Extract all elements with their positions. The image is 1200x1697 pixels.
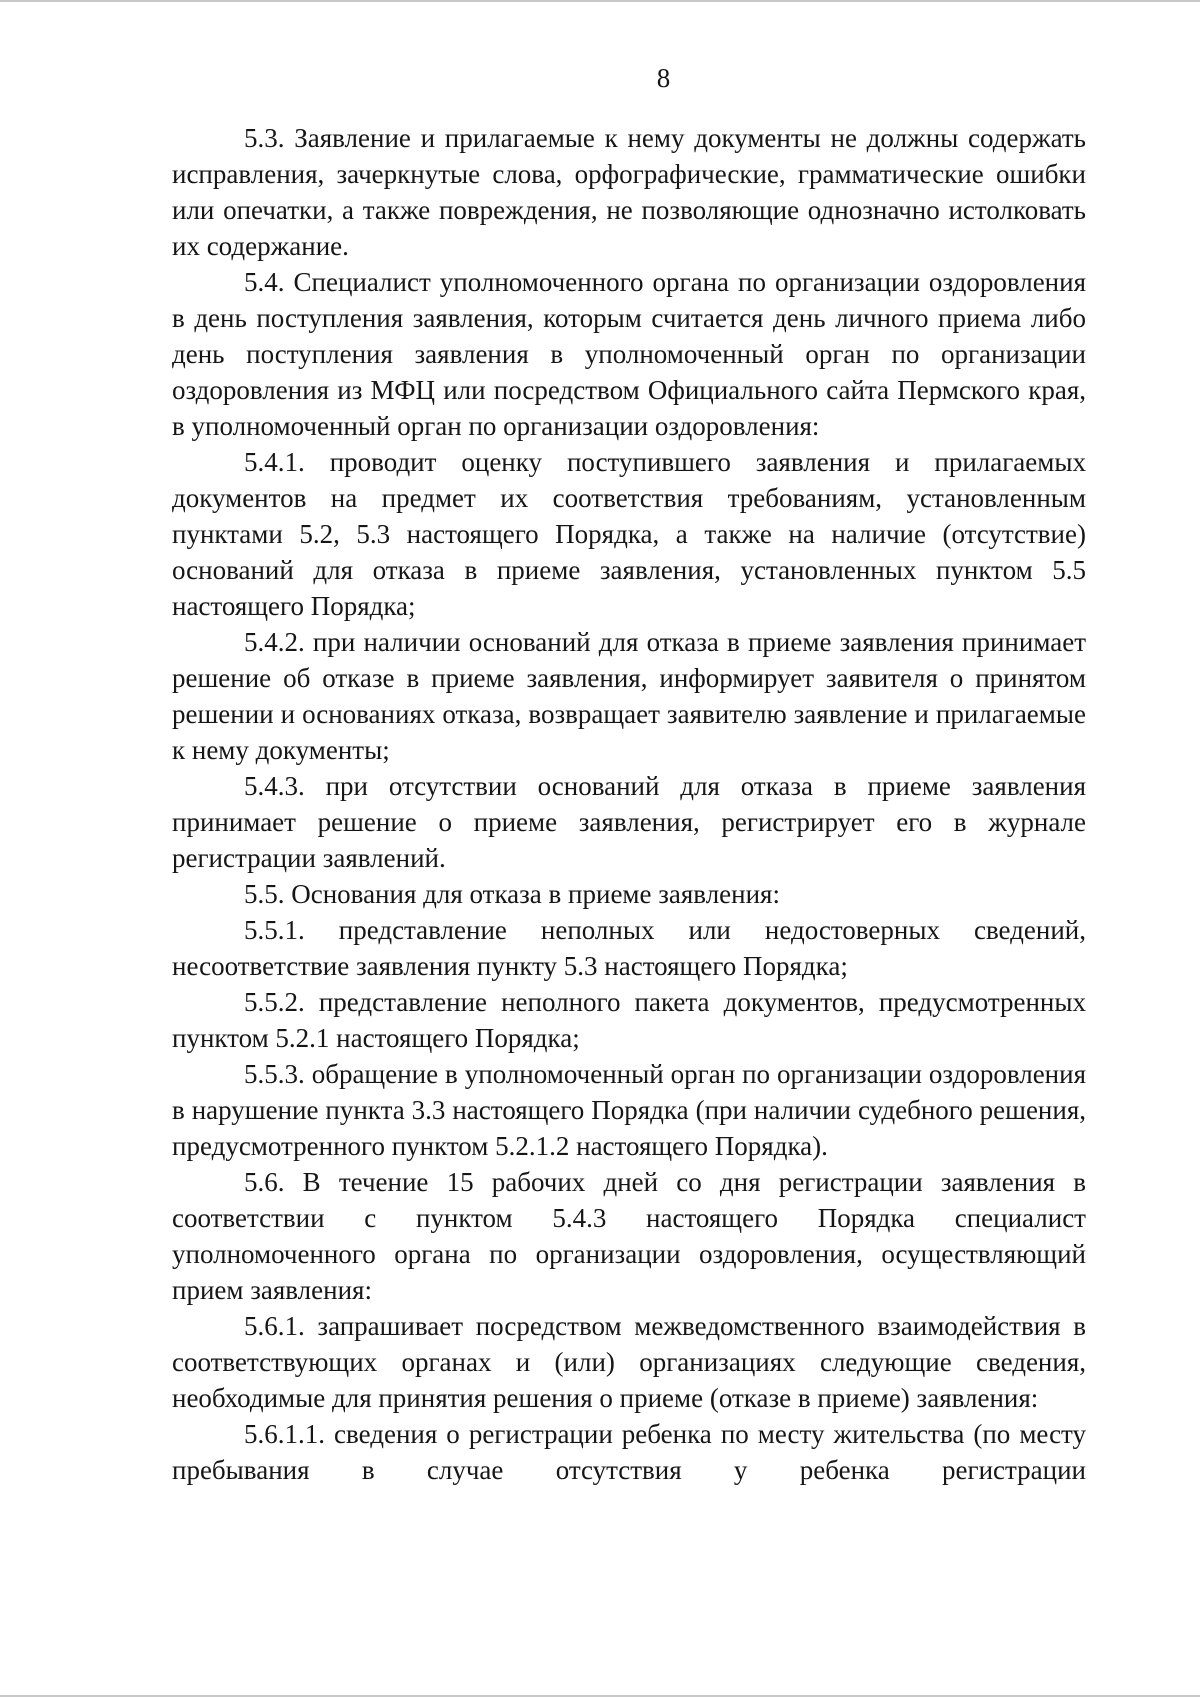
paragraph-5-6: 5.6. В течение 15 рабочих дней со дня регистрации заявления в соответствии с пунктом 5.4.3 настоящего Порядка специалист уполномоченного органа по организации оздоровления, осуществляющий прием заявления: xyxy=(172,1167,1086,1305)
page-number: 8 xyxy=(656,63,671,93)
scan-edge-top xyxy=(0,0,1200,2)
paragraph-5-4-2: 5.4.2. при наличии оснований для отказа в приеме заявления принимает решение об отказе в приеме заявления, информирует заявителя о принятом решении и основаниях отказа, возвращает заявителю заявление и прилагаемые к нему документы; xyxy=(172,627,1086,765)
paragraph-5-4: 5.4. Специалист уполномоченного органа по организации оздоровления в день поступления заявления, которым считается день личного приема либо день поступления заявления в уполномоченный орган по организации оздоровления из МФЦ или посредством Официального сайта Пермского края, в уполномоченный орган по организации оздоровления: xyxy=(172,267,1086,441)
paragraph-5-6-1-1: 5.6.1.1. сведения о регистрации ребенка по месту жительства (по месту пребывания в случае отсутствия у ребенка регистрации xyxy=(172,1419,1086,1485)
paragraph-5-4-3: 5.4.3. при отсутствии оснований для отказа в приеме заявления принимает решение о приеме заявления, регистрирует его в журнале регистрации заявлений. xyxy=(172,771,1086,873)
paragraph-5-5-2: 5.5.2. представление неполного пакета документов, предусмотренных пунктом 5.2.1 настоящего Порядка; xyxy=(172,987,1086,1053)
paragraph-5-5-3: 5.5.3. обращение в уполномоченный орган по организации оздоровления в нарушение пункта 3.3 настоящего Порядка (при наличии судебного решения, предусмотренного пунктом 5.2.1.2 настоящего Порядка). xyxy=(172,1059,1086,1161)
paragraph-5-6-1: 5.6.1. запрашивает посредством межведомственного взаимодействия в соответствующих органах и (или) организациях следующие сведения, необходимые для принятия решения о приеме (отказе в приеме) заявления: xyxy=(172,1311,1086,1413)
paragraph-5-5-1: 5.5.1. представление неполных или недостоверных сведений, несоответствие заявления пункту 5.3 настоящего Порядка; xyxy=(172,915,1086,981)
paragraph-5-4-1: 5.4.1. проводит оценку поступившего заявления и прилагаемых документов на предмет их соответствия требованиям, установленным пунктами 5.2, 5.3 настоящего Порядка, а также на наличие (отсутствие) оснований для отказа в приеме заявления, установленных пунктом 5.5 настоящего Порядка; xyxy=(172,447,1086,621)
paragraph-5-3: 5.3. Заявление и прилагаемые к нему документы не должны содержать исправления, зачеркнутые слова, орфографические, грамматические ошибки или опечатки, а также повреждения, не позволяющие однозначно истолковать их содержание. xyxy=(172,123,1086,261)
document-body xyxy=(172,120,1086,1488)
paragraph-5-5: 5.5. Основания для отказа в приеме заявления: xyxy=(244,879,780,909)
